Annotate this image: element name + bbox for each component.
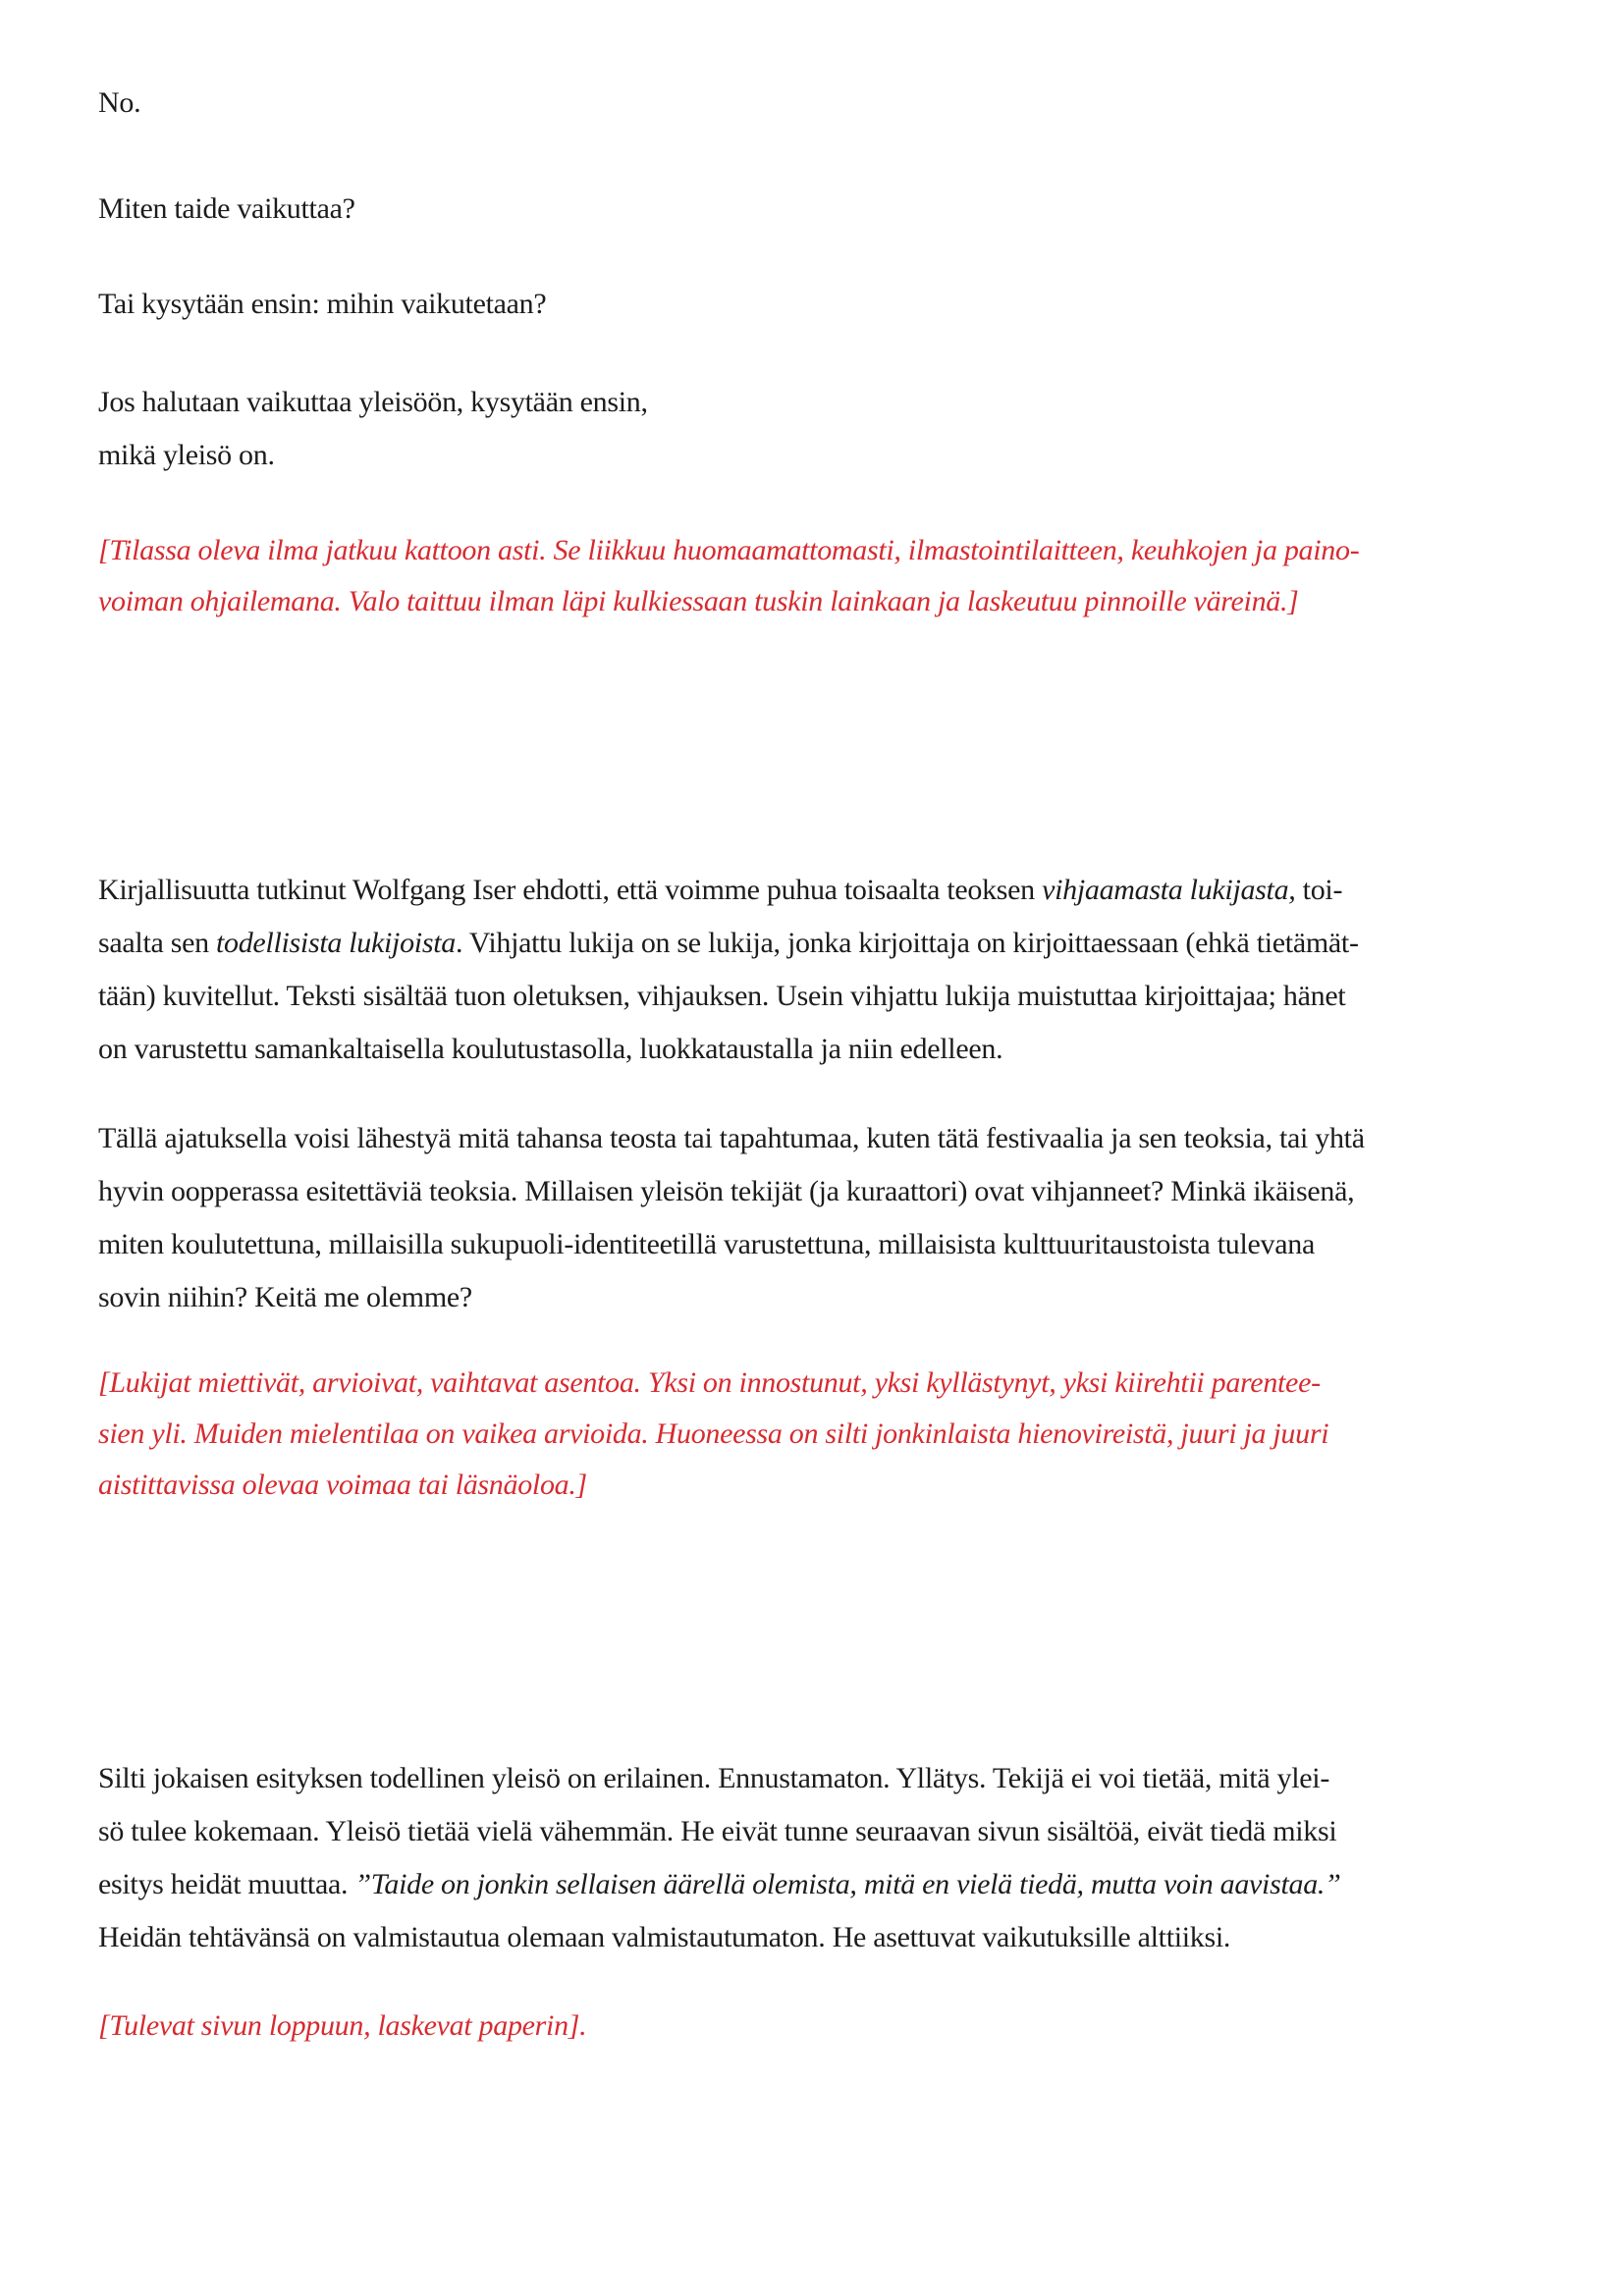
text-line: Tällä ajatuksella voisi lähestyä mitä tahansa teosta tai tapahtumaa, kuten tätä festivaalia ja sen teoksia, tai yhtä — [98, 1122, 1365, 1154]
text-line: miten koulutettuna, millaisilla sukupuoli-identiteetillä varustettuna, millaisista kulttuuritaustoista tulevana — [98, 1228, 1315, 1260]
text-line: Silti jokaisen esityksen todellinen yleisö on erilainen. Ennustamaton. Yllätys. Tekijä ei voi tietää, mitä ylei- — [98, 1762, 1330, 1794]
text-line: No. — [98, 86, 141, 119]
stage-direction-line: [Tilassa oleva ilma jatkuu kattoon asti. Se liikkuu huomaamattomasti, ilmastointilaitteen, keuhkojen ja paino- — [98, 534, 1360, 566]
intro-question-2 — [98, 278, 1551, 331]
paragraph-audience — [98, 1752, 1551, 1964]
stage-direction-2 — [98, 1358, 1551, 1511]
text-line: sö tulee kokemaan. Yleisö tietää vielä vähemmän. He eivät tunne seuraavan sivun sisältöä, eivät tiedä miksi — [98, 1815, 1337, 1847]
stage-direction-3 — [98, 2001, 1551, 2052]
stage-direction-line: aistittavissa olevaa voimaa tai läsnäoloa.] — [98, 1468, 587, 1501]
text-line: esitys heidät muuttaa. ”Taide on jonkin sellaisen äärellä olemista, mitä en vielä tiedä, mutta voin aavistaa.” — [98, 1868, 1341, 1900]
intro-statement — [98, 376, 1551, 482]
stage-direction-line: [Tulevat sivun loppuun, laskevat paperin]. — [98, 2009, 587, 2042]
text-line: mikä yleisö on. — [98, 439, 275, 471]
text-line: Heidän tehtävänsä on valmistautua olemaan valmistautumaton. He asettuvat vaikutuksille alttiiksi. — [98, 1921, 1231, 1953]
text-line: tään) kuvitellut. Teksti sisältää tuon oletuksen, vihjauksen. Usein vihjattu lukija muistuttaa kirjoittajaa; hänet — [98, 980, 1346, 1012]
intro-line-no — [98, 77, 1551, 130]
text-line: hyvin oopperassa esitettäviä teoksia. Millaisen yleisön tekijät (ja kuraattori) ovat vihjanneet? Minkä ikäisenä, — [98, 1175, 1355, 1207]
stage-direction-1 — [98, 525, 1551, 627]
stage-direction-line: sien yli. Muiden mielentilaa on vaikea arvioida. Huoneessa on silti jonkinlaista hienovireistä, juuri ja juuri — [98, 1417, 1329, 1450]
text-line: on varustettu samankaltaisella koulutustasolla, luokkataustalla ja niin edelleen. — [98, 1033, 1003, 1065]
text-line: Jos halutaan vaikuttaa yleisöön, kysytään ensin, — [98, 386, 648, 418]
text-line: sovin niihin? Keitä me olemme? — [98, 1281, 472, 1313]
text-line: Kirjallisuutta tutkinut Wolfgang Iser ehdotti, että voimme puhua toisaalta teoksen vihjaamasta lukijasta, toi- — [98, 874, 1343, 906]
text-line: Tai kysytään ensin: mihin vaikutetaan? — [98, 288, 547, 320]
stage-direction-line: [Lukijat miettivät, arvioivat, vaihtavat asentoa. Yksi on innostunut, yksi kyllästynyt, yksi kiirehtii parentee- — [98, 1366, 1321, 1399]
intro-question-1 — [98, 183, 1551, 236]
paragraph-festival — [98, 1112, 1551, 1324]
text-line: saalta sen todellisista lukijoista. Vihjattu lukija on se lukija, jonka kirjoittaja on kirjoittaessaan (ehkä tietämät- — [98, 927, 1359, 959]
stage-direction-line: voiman ohjailemana. Valo taittuu ilman läpi kulkiessaan tuskin lainkaan ja laskeutuu pinnoille väreinä.] — [98, 585, 1299, 617]
paragraph-wolfgang-iser — [98, 864, 1551, 1076]
text-line: Miten taide vaikuttaa? — [98, 192, 355, 225]
